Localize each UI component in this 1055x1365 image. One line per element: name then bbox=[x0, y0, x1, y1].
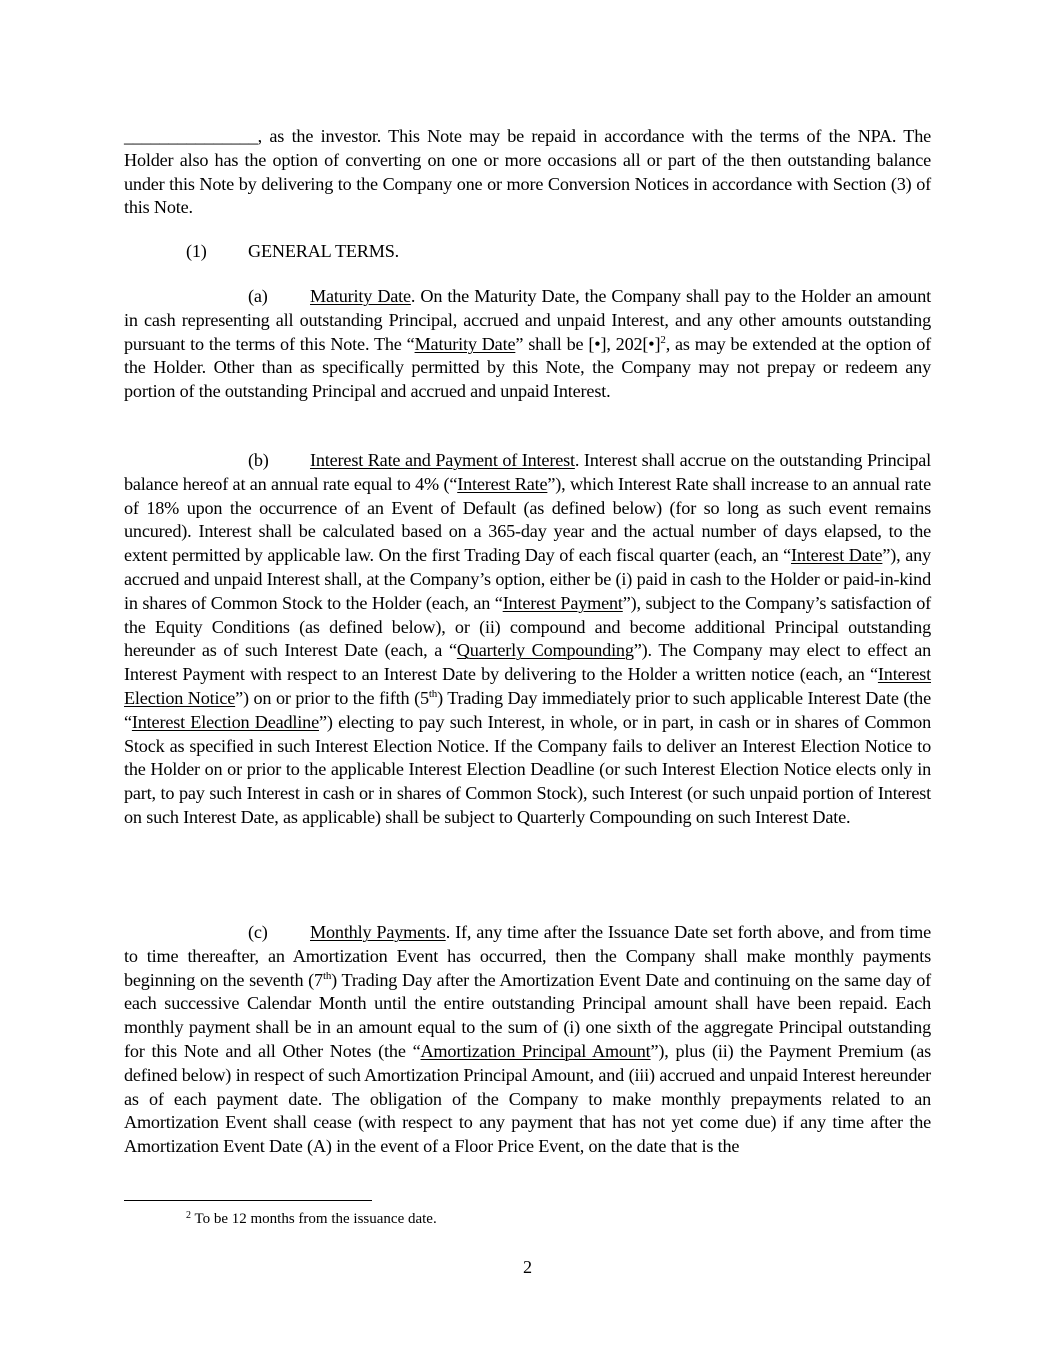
defined-term: Interest Date bbox=[791, 545, 883, 566]
paragraph-c-monthly-payments: (c) Monthly Payments. If, any time after the Issuance Date set forth above, and from time to time thereafter, an Amortization Event has occurred, then the Company shall make monthly payments beginning on the seventh (7th) Trading Day after the Amortization Event Date and continuing on the same day of each successive Calendar Month until the entire outstanding Principal amount shall have been repaid. Each monthly payment shall be in an amount equal to the sum of (i) one sixth of the aggregate Principal outstanding for this Note and all Other Notes (the “Amortization Principal Amount”), plus (ii) the Payment Premium (as defined below) in respect of such Amortization Principal Amount, and (iii) accrued and unpaid Interest hereunder as of each payment date. The obligation of the Company to make monthly prepayments related to an Amortization Event shall cease (with respect to any payment that has not yet come due) if any time after the Amortization Event Date (A) in the event of a Floor Price Event, on the date that is the bbox=[124, 922, 932, 1157]
footnote bbox=[186, 1209, 437, 1229]
paragraph-label: (b) bbox=[248, 450, 269, 470]
section-title: GENERAL TERMS. bbox=[248, 241, 400, 261]
defined-term: Maturity Date bbox=[414, 333, 516, 354]
paragraph-heading: Maturity Date bbox=[310, 286, 411, 306]
footnote-reference: 2 bbox=[660, 333, 666, 346]
section-number: (1) bbox=[186, 241, 207, 261]
paragraph-heading: Interest Rate and Payment of Interest bbox=[310, 450, 575, 470]
defined-term: Quarterly Compounding bbox=[456, 640, 634, 661]
section-heading-general-terms bbox=[186, 240, 993, 264]
defined-term: Interest Payment bbox=[502, 592, 623, 613]
footnote-marker: 2 bbox=[186, 1210, 191, 1221]
defined-term: Amortization Principal Amount bbox=[420, 1040, 651, 1061]
intro-text: _______________, as the investor. This Note may be repaid in accordance with the terms of the NPA. The Holder also has the option of converting on one or more occasions all or part of the then outstanding balance under this Note by delivering to the Company one or more Conversion Notices in accordance with Section (3) of this Note. bbox=[124, 126, 931, 218]
footnote-separator bbox=[124, 1200, 372, 1201]
defined-term: Interest Election Notice bbox=[124, 664, 931, 708]
paragraph-heading: Monthly Payments bbox=[310, 922, 446, 942]
defined-term: Interest Election Deadline bbox=[131, 711, 319, 732]
page-number: 2 bbox=[522, 1257, 533, 1277]
paragraph-b-interest-rate: (b) Interest Rate and Payment of Interest. Interest shall accrue on the outstanding Principal balance hereof at an annual rate equal to 4% (“Interest Rate”), which Interest Rate shall increase to an annual rate of 18% upon the occurrence of an Event of Default (as defined below) (for so long as such event remains uncured). Interest shall be calculated based on a 365-day year and the actual number of days elapsed, to the extent permitted by applicable law. On the first Trading Day of each fiscal quarter (each, an “Interest Date”), any accrued and unpaid Interest shall, at the Company’s option, either be (i) paid in cash to the Holder or paid-in-kind in shares of Common Stock to the Holder (each, an “Interest Payment”), subject to the Company’s satisfaction of the Equity Conditions (as defined below), or (ii) compound and become additional Principal outstanding hereunder as of such Interest Date (each, a “Quarterly Compounding”). The Company may elect to effect an Interest Payment with respect to an Interest Date by delivering to the Holder a written notice (each, an “Interest Election Notice”) on or prior to the fifth (5th) Trading Day immediately prior to such applicable Interest Date (the “Interest Election Deadline”) electing to pay such Interest, in whole, or in part, in cash or in shares of Common Stock as specified in such Interest Election Notice. If the Company fails to deliver an Interest Election Notice to the Holder on or prior to the applicable Interest Election Deadline (or such Interest Election Notice elects only in part, to pay such Interest in cash or in shares of Common Stock), such Interest (or such unpaid portion of Interest on such Interest Date, as applicable) shall be subject to Quarterly Compounding on such Interest Date. bbox=[124, 450, 932, 827]
intro-paragraph bbox=[124, 125, 931, 220]
paragraph-label: (a) bbox=[248, 286, 268, 306]
defined-term: Interest Rate bbox=[457, 473, 548, 494]
paragraph-a-maturity-date: (a) Maturity Date. On the Maturity Date, the Company shall pay to the Holder an amount in cash representing all outstanding Principal, accrued and unpaid Interest, and any other amounts outstanding pursuant to the terms of this Note. The “Maturity Date” shall be [•], 202[•]$^2$, as may be extended at the option of the Holder. Other than as specifically permitted by this Note, the Company may not prepay or redeem any portion of the outstanding Principal and accrued and unpaid Interest. bbox=[124, 286, 932, 402]
paragraph-label: (c) bbox=[248, 922, 268, 942]
ordinal-suffix: th bbox=[428, 687, 438, 700]
ordinal-suffix: th bbox=[322, 969, 332, 982]
footnote-text: To be 12 months from the issuance date. bbox=[194, 1211, 437, 1227]
